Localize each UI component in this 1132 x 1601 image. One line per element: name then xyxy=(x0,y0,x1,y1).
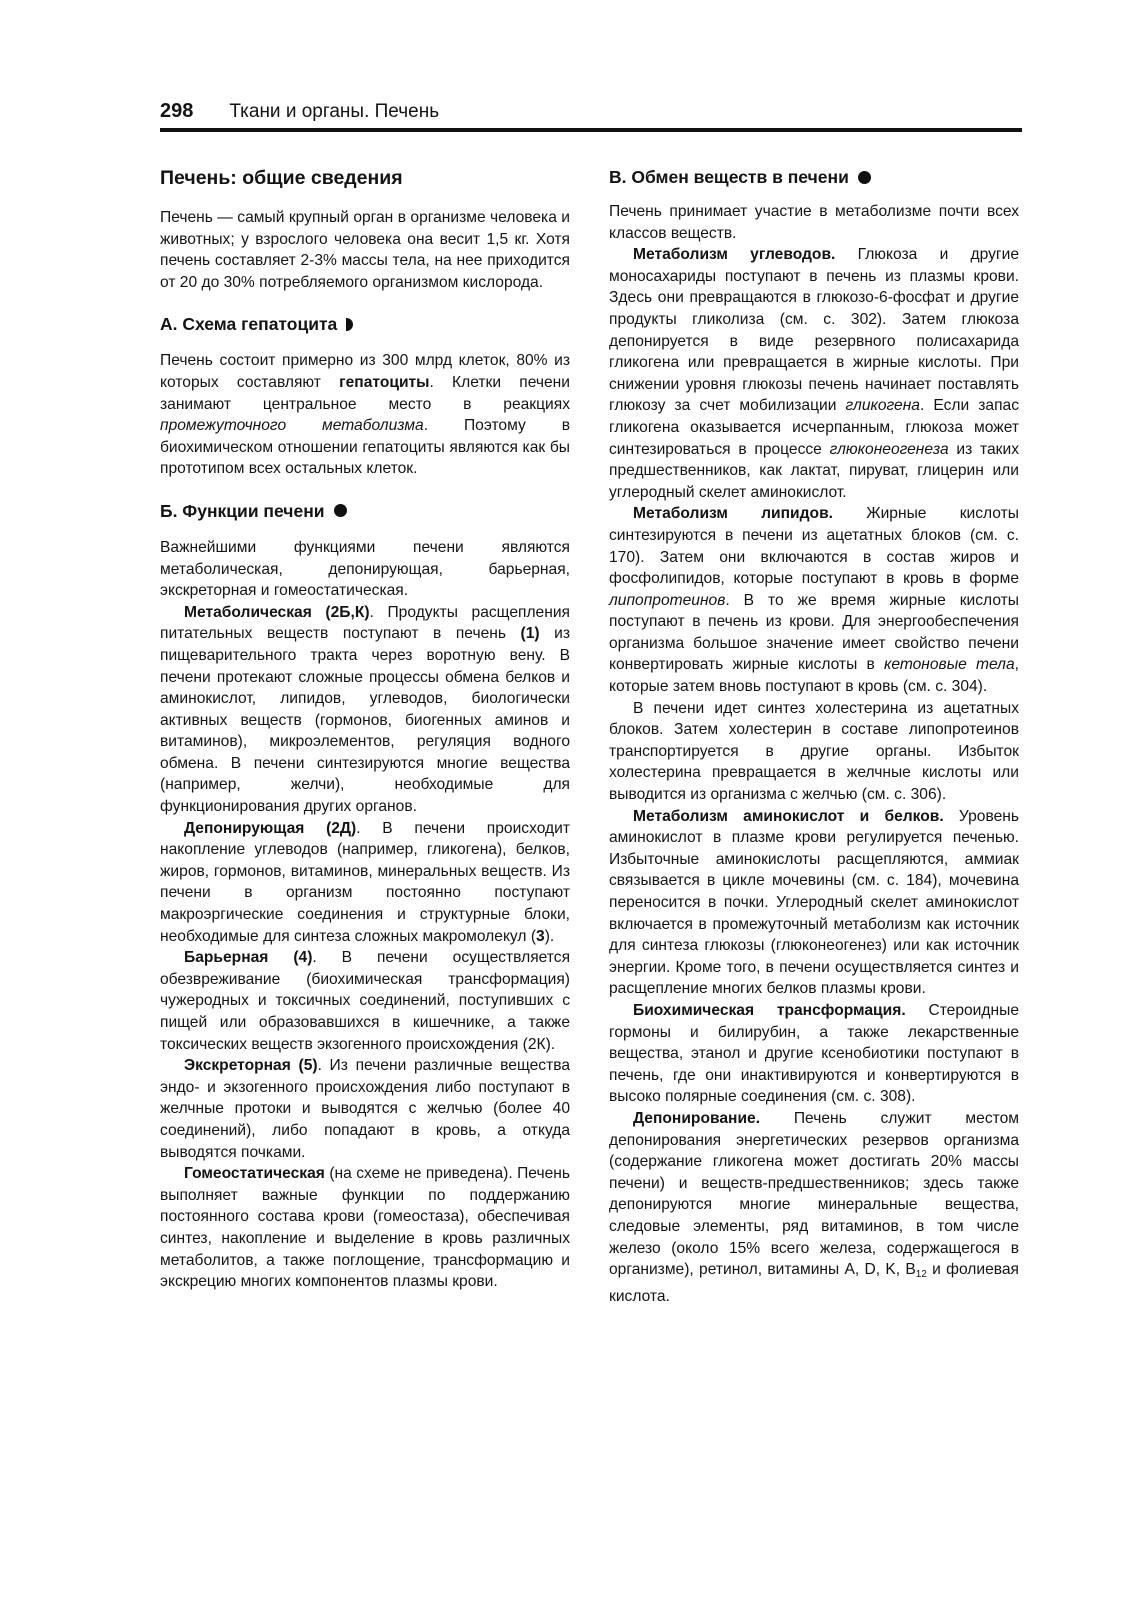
right-column xyxy=(609,165,1019,1307)
text: . В печени происходит накопление углеводов (например, гликогена), белков, жиров, гормонов, витаминов, минеральных веществ. Из печени в организм постоянно поступают макроэргические соединения и структурные блоки, необходимые для синтеза сложных макромолекул ( xyxy=(160,819,570,945)
term-glycogen: гликогена xyxy=(845,397,920,415)
term-deposition: Депонирование. xyxy=(633,1109,761,1127)
ref: (4) xyxy=(268,949,313,967)
text: Уровень аминокислот в плазме крови регулируется печенью. Избыточные аминокислоты расщепляются, аммиак связывается в цикле мочевины (см. с. 184), мочевина переносится в почки. Углеродный скелет аминокислот включается в промежуточный метаболизм как источник для синтеза глюкозы (глюконеогенез) или как источник энергии. Кроме того, в печени осуществляется синтез и расщепление многих белков плазмы крови. xyxy=(609,807,1019,998)
section-c-title: В. Обмен веществ в печени xyxy=(609,167,849,187)
section-c-heading xyxy=(609,165,1019,189)
text: из таких предшественников, как лактат, пируват, глицерин или углеродный скелет аминокислот. xyxy=(609,440,1019,501)
text: , которые затем вновь поступают в кровь (см. с. 304). xyxy=(609,656,1019,696)
ref: (2Б,К) xyxy=(311,603,370,621)
text: . Продукты расщепления питательных веществ поступают в печень xyxy=(160,603,570,643)
term-intermediate-metabolism: промежуточного метаболизма xyxy=(160,417,424,435)
section-b-intro: Важнейшими функциями печени являются метаболическая, депонирующая, барьерная, экскреторная и гомеостатическая. xyxy=(160,538,570,600)
deposition-paragraph xyxy=(609,1108,1019,1307)
section-a-title: А. Схема гепатоцита xyxy=(160,314,338,335)
term-gluconeogenesis: глюконеогенеза xyxy=(829,440,949,458)
term-excretory: Экскреторная xyxy=(184,1057,291,1075)
homeostatic-function-paragraph xyxy=(160,1163,570,1293)
text: (на схеме не приведена). Печень выполняет важные функции по поддержанию постоянного состава крови (гомеостаза), обеспечивая синтез, накопление и выделение в кровь различных метаболитов, а также поглощение, трансформацию и экскрецию многих компонентов плазмы крови. xyxy=(160,1165,570,1291)
term-lipid-metabolism: Метаболизм липидов. xyxy=(633,505,833,523)
metabolic-function-paragraph xyxy=(160,602,570,818)
lipid-metabolism-paragraph xyxy=(609,503,1019,697)
term-barrier: Барьерная xyxy=(184,949,269,967)
text: и фолиевая кислота. xyxy=(609,1261,1019,1305)
running-title: Ткани и органы. Печень xyxy=(229,101,440,122)
term-amino-acid-metabolism: Метаболизм аминокислот и белков. xyxy=(633,807,944,825)
text: . Из печени различные вещества эндо- и экзогенного происхождения либо поступают в желчные протоки и выводятся с желчью (более 40 соединений), либо попадают в кровь, а откуда выводятся почками. xyxy=(160,1057,570,1161)
text: Печень служит местом депонирования энергетических резервов организма (содержание гликогена может достигать 20% массы печени) и веществ-предшественников; здесь также депонируются многие минеральные вещества, следовые элементы, ряд витаминов, в том числе железо (около 15% всего железа, содержащегося в организме), ретинол, витамины A, D, K, B xyxy=(609,1109,1019,1279)
ref: (2Д) xyxy=(304,819,357,837)
section-a-heading xyxy=(160,312,570,336)
term-ketone-bodies: кетоновые тела xyxy=(883,656,1015,674)
text: ). xyxy=(544,927,555,945)
subscript: 12 xyxy=(915,1269,927,1281)
intro-paragraph: Печень — самый крупный орган в организме человека и животных; у взрослого человека она весит 1,5 кг. Хотя печень составляет 2-3% массы тела, на нее приходится от 20 до 30% потребляемого организмом кислорода. xyxy=(160,209,570,291)
section-c-intro: Печень принимает участие в метаболизме почти всех классов веществ. xyxy=(609,203,1019,242)
ref: (5) xyxy=(290,1057,318,1075)
barrier-function-paragraph xyxy=(160,947,570,1055)
term-biotransformation: Биохимическая трансформация. xyxy=(633,1001,906,1019)
left-column xyxy=(160,165,570,1293)
term-homeostatic: Гомеостатическая xyxy=(184,1165,325,1183)
header-rule xyxy=(160,128,1022,132)
ref-number: 3 xyxy=(536,927,545,945)
cholesterol-paragraph: В печени идет синтез холестерина из ацетатных блоков. Затем холестерин в составе липопротеинов транспортируется в другие органы. Избыток холестерина превращается в желчные кислоты или выводится из организма с желчью (см. с. 306). xyxy=(609,699,1019,804)
term-lipoproteins: липопротеинов xyxy=(609,591,726,609)
term-carbohydrate-metabolism: Метаболизм углеводов. xyxy=(633,246,836,264)
text: . В печени осуществляется обезвреживание (биохимическая трансформация) чужеродных и токсичных соединений, поступивших с пищей или образовавшихся в кишечнике, а также токсических веществ экзогенного происхождения (2К). xyxy=(160,949,571,1053)
text: из пищеварительного тракта через воротную вену. В печени протекают сложные процессы обмена белков и аминокислот, липидов, углеводов, биологически активных веществ (гормонов, биогенных аминов и витаминов), микроэлементов, регуляция водного обмена. В печени синтезируются многие вещества (например, желчи), необходимые для функционирования других органов. xyxy=(160,625,570,816)
term-metabolic: Метаболическая xyxy=(184,603,312,621)
text: . Если запас гликогена оказывается исчерпанным, глюкоза может синтезироваться в процессе xyxy=(609,397,1019,458)
term-deposit: Депонирующая xyxy=(184,819,305,837)
text: . В то же время жирные кислоты поступают в печень из крови. Для энергообеспечения организма большое значение имеет свойство печени конвертировать жирные кислоты в xyxy=(609,591,1019,674)
text: Стероидные гормоны и билирубин, а также лекарственные вещества, этанол и другие ксенобиотики поступают в печень, где они инактивируются и конвертируются в высоко полярные соединения (см. с. 308). xyxy=(609,1001,1019,1106)
deposit-function-paragraph xyxy=(160,818,570,948)
page-number: 298 xyxy=(160,100,194,122)
excretory-function-paragraph xyxy=(160,1055,570,1163)
amino-acid-metabolism-paragraph xyxy=(609,806,1019,1000)
carbohydrate-metabolism-paragraph xyxy=(609,244,1019,503)
text: Печень состоит примерно из 300 млрд клеток, 80% из которых составляют xyxy=(160,352,570,391)
running-header xyxy=(160,100,1020,128)
section-b-title: Б. Функции печени xyxy=(160,500,325,521)
text: . Клетки печени занимают центральное место в реакциях xyxy=(160,373,570,413)
term-hepatocytes: гепатоциты xyxy=(339,373,430,391)
section-b-heading xyxy=(160,499,570,523)
page-title: Печень: общие сведения xyxy=(160,167,403,189)
section-a-paragraph xyxy=(160,350,570,480)
text: Жирные кислоты синтезируются в печени из ацетатных блоков (см. с. 170). Затем они включаются в состав жиров и фосфолипидов, которые поступают в кровь в форме xyxy=(609,505,1019,588)
ref-number: (1) xyxy=(520,625,540,643)
text: Глюкоза и другие моносахариды поступают в печень из плазмы крови. Здесь они превращаются в глюкозо-6-фосфат и другие продукты гликолиза (см. с. 302). Затем глюкоза депонируется в виде резервного полисахарида гликогена или превращается в жирные кислоты. При снижении уровня глюкозы печень начинает поставлять глюкозу за счет мобилизации xyxy=(609,246,1019,415)
biotransformation-paragraph xyxy=(609,1000,1019,1108)
filled-circle-icon xyxy=(334,504,347,517)
half-circle-icon xyxy=(346,318,353,331)
filled-circle-icon xyxy=(858,171,871,184)
text: . Поэтому в биохимическом отношении гепатоциты являются как бы прототипом всех остальных клеток. xyxy=(160,417,571,478)
